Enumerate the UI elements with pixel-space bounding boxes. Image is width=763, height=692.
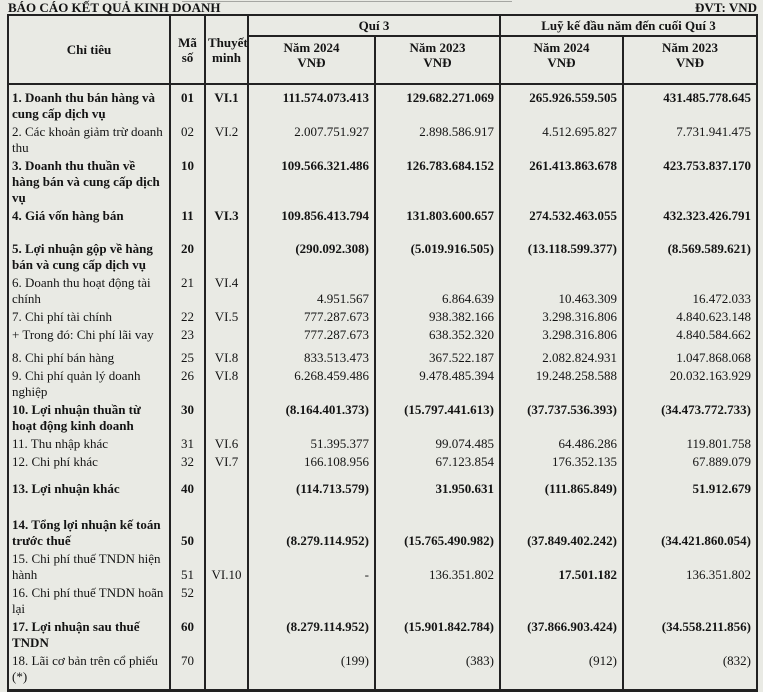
thuyet-minh-cell <box>205 652 248 691</box>
value-q3-2024: 109.566.321.486 <box>248 157 375 207</box>
value-lk-2023: 51.912.679 <box>623 471 757 516</box>
year-label: Năm 2023 <box>662 40 718 55</box>
value-q3-2024: 166.108.956 <box>248 453 375 471</box>
value-lk-2023: 7.731.941.475 <box>623 123 757 157</box>
value-q3-2023: 367.522.187 <box>375 344 500 367</box>
thuyet-minh-cell: VI.7 <box>205 453 248 471</box>
table-row <box>8 123 757 157</box>
unit-label: ĐVT: VND <box>695 0 757 15</box>
header-chi-tieu: Chỉ tiêu <box>8 15 170 84</box>
currency-label: VNĐ <box>547 55 576 70</box>
value-q3-2023: (383) <box>375 652 500 691</box>
row-label: 18. Lãi cơ bản trên cổ phiếu (*) <box>8 652 170 691</box>
value-q3-2024: (8.279.114.952) <box>248 516 375 550</box>
row-label: 3. Doanh thu thuần về hàng bán và cung cấp dịch vụ <box>8 157 170 207</box>
value-q3-2024: (199) <box>248 652 375 691</box>
table-row <box>8 274 757 308</box>
ma-so-cell: 32 <box>170 453 205 471</box>
value-q3-2023 <box>375 584 500 618</box>
header-q3-nam-2023 <box>375 36 500 84</box>
ma-so-cell: 50 <box>170 516 205 550</box>
ma-so-cell: 30 <box>170 401 205 435</box>
value-lk-2023: (34.558.211.856) <box>623 618 757 652</box>
table-row <box>8 618 757 652</box>
value-q3-2023: (15.901.842.784) <box>375 618 500 652</box>
value-lk-2024: 261.413.863.678 <box>500 157 623 207</box>
row-label: 14. Tổng lợi nhuận kế toán trước thuế <box>8 516 170 550</box>
ma-so-cell: 51 <box>170 550 205 584</box>
value-q3-2023: 31.950.631 <box>375 471 500 516</box>
value-q3-2024: 2.007.751.927 <box>248 123 375 157</box>
value-lk-2024: 19.248.258.588 <box>500 367 623 401</box>
value-q3-2023: 131.803.600.657 <box>375 207 500 240</box>
row-label: 6. Doanh thu hoạt động tài chính <box>8 274 170 308</box>
value-q3-2024: (114.713.579) <box>248 471 375 516</box>
page-title: BÁO CÁO KẾT QUẢ KINH DOANH <box>8 0 221 15</box>
header-lk-nam-2024 <box>500 36 623 84</box>
value-lk-2024: 4.512.695.827 <box>500 123 623 157</box>
ma-so-cell: 10 <box>170 157 205 207</box>
value-lk-2023: 1.047.868.068 <box>623 344 757 367</box>
value-q3-2023: 6.864.639 <box>375 274 500 308</box>
value-q3-2023: 2.898.586.917 <box>375 123 500 157</box>
thuyet-minh-cell: VI.10 <box>205 550 248 584</box>
income-statement-table <box>7 14 758 692</box>
value-q3-2023: 938.382.166 <box>375 308 500 326</box>
thuyet-minh-cell <box>205 326 248 344</box>
row-label: 1. Doanh thu bán hàng và cung cấp dịch vụ <box>8 84 170 123</box>
thuyet-minh-cell <box>205 157 248 207</box>
currency-label: VNĐ <box>423 55 452 70</box>
table-row <box>8 240 757 274</box>
row-label: 12. Chi phí khác <box>8 453 170 471</box>
value-lk-2023: 432.323.426.791 <box>623 207 757 240</box>
value-lk-2024: 64.486.286 <box>500 435 623 453</box>
header-thuyet-minh: Thuyết minh <box>205 15 248 84</box>
value-q3-2024: 777.287.673 <box>248 308 375 326</box>
table-row <box>8 584 757 618</box>
year-label: Năm 2024 <box>533 40 590 55</box>
value-q3-2024: 4.951.567 <box>248 274 375 308</box>
ma-so-cell: 23 <box>170 326 205 344</box>
row-label: 15. Chi phí thuế TNDN hiện hành <box>8 550 170 584</box>
value-lk-2024: 17.501.182 <box>500 550 623 584</box>
header-group-luy-ke: Luỹ kế đầu năm đến cuối Quí 3 <box>500 15 757 36</box>
table-row <box>8 453 757 471</box>
table-row <box>8 207 757 240</box>
value-lk-2023: 423.753.837.170 <box>623 157 757 207</box>
value-q3-2023: 99.074.485 <box>375 435 500 453</box>
ma-so-cell: 25 <box>170 344 205 367</box>
row-label: 2. Các khoản giảm trừ doanh thu <box>8 123 170 157</box>
value-q3-2023: 67.123.854 <box>375 453 500 471</box>
table-row <box>8 435 757 453</box>
value-lk-2023: (832) <box>623 652 757 691</box>
row-label: 16. Chi phí thuế TNDN hoãn lại <box>8 584 170 618</box>
value-q3-2024: (8.164.401.373) <box>248 401 375 435</box>
table-row <box>8 344 757 367</box>
ma-so-cell: 31 <box>170 435 205 453</box>
value-lk-2024: 3.298.316.806 <box>500 308 623 326</box>
thuyet-minh-cell: VI.5 <box>205 308 248 326</box>
value-q3-2024: 833.513.473 <box>248 344 375 367</box>
value-lk-2024: (37.866.903.424) <box>500 618 623 652</box>
table-row <box>8 516 757 550</box>
value-lk-2024: 3.298.316.806 <box>500 326 623 344</box>
ma-so-cell: 20 <box>170 240 205 274</box>
table-header <box>8 15 757 84</box>
value-lk-2023: 67.889.079 <box>623 453 757 471</box>
row-label: 9. Chi phí quản lý doanh nghiệp <box>8 367 170 401</box>
row-label: 11. Thu nhập khác <box>8 435 170 453</box>
value-lk-2024: 2.082.824.931 <box>500 344 623 367</box>
row-label: 17. Lợi nhuận sau thuế TNDN <box>8 618 170 652</box>
thuyet-minh-cell: VI.6 <box>205 435 248 453</box>
header-ma-so: Mã số <box>170 15 205 84</box>
thuyet-minh-cell: VI.2 <box>205 123 248 157</box>
value-lk-2024: (111.865.849) <box>500 471 623 516</box>
value-lk-2023: (34.421.860.054) <box>623 516 757 550</box>
value-lk-2024: 10.463.309 <box>500 274 623 308</box>
table-row <box>8 367 757 401</box>
year-label: Năm 2023 <box>409 40 466 55</box>
header-group-qui3: Quí 3 <box>248 15 500 36</box>
header-q3-nam-2024 <box>248 36 375 84</box>
value-lk-2024: (37.737.536.393) <box>500 401 623 435</box>
year-label: Năm 2024 <box>283 40 340 55</box>
table-row <box>8 326 757 344</box>
row-label: 7. Chi phí tài chính <box>8 308 170 326</box>
value-lk-2024: 274.532.463.055 <box>500 207 623 240</box>
ma-so-cell: 60 <box>170 618 205 652</box>
thuyet-minh-cell <box>205 471 248 516</box>
value-q3-2023: (15.765.490.982) <box>375 516 500 550</box>
thuyet-minh-cell <box>205 240 248 274</box>
value-q3-2023: (15.797.441.613) <box>375 401 500 435</box>
value-q3-2023: 136.351.802 <box>375 550 500 584</box>
value-q3-2024: 51.395.377 <box>248 435 375 453</box>
currency-label: VNĐ <box>297 55 326 70</box>
row-label: 13. Lợi nhuận khác <box>8 471 170 516</box>
value-q3-2024 <box>248 584 375 618</box>
ma-so-cell: 40 <box>170 471 205 516</box>
value-q3-2024: (290.092.308) <box>248 240 375 274</box>
value-q3-2024: (8.279.114.952) <box>248 618 375 652</box>
ma-so-cell: 52 <box>170 584 205 618</box>
thuyet-minh-cell <box>205 516 248 550</box>
table-row <box>8 84 757 123</box>
row-label: 8. Chi phí bán hàng <box>8 344 170 367</box>
table-row <box>8 471 757 516</box>
value-lk-2024: (912) <box>500 652 623 691</box>
row-label: 5. Lợi nhuận gộp về hàng bán và cung cấp dịch vụ <box>8 240 170 274</box>
value-lk-2023: 20.032.163.929 <box>623 367 757 401</box>
value-q3-2024: - <box>248 550 375 584</box>
value-lk-2023: 4.840.584.662 <box>623 326 757 344</box>
value-q3-2023: (5.019.916.505) <box>375 240 500 274</box>
table-row <box>8 652 757 691</box>
value-q3-2023: 126.783.684.152 <box>375 157 500 207</box>
table-row <box>8 550 757 584</box>
row-label: + Trong đó: Chi phí lãi vay <box>8 326 170 344</box>
value-lk-2023: 431.485.778.645 <box>623 84 757 123</box>
value-lk-2023: (8.569.589.621) <box>623 240 757 274</box>
value-lk-2024: 176.352.135 <box>500 453 623 471</box>
ma-so-cell: 70 <box>170 652 205 691</box>
value-lk-2024: (37.849.402.242) <box>500 516 623 550</box>
value-q3-2024: 109.856.413.794 <box>248 207 375 240</box>
thuyet-minh-cell: VI.3 <box>205 207 248 240</box>
row-label: 4. Giá vốn hàng bán <box>8 207 170 240</box>
value-lk-2023 <box>623 584 757 618</box>
value-lk-2023: 136.351.802 <box>623 550 757 584</box>
title-bar <box>0 0 763 14</box>
thuyet-minh-cell: VI.4 <box>205 274 248 308</box>
thuyet-minh-cell: VI.8 <box>205 367 248 401</box>
value-lk-2024: 265.926.559.505 <box>500 84 623 123</box>
value-q3-2023: 9.478.485.394 <box>375 367 500 401</box>
value-lk-2023: 119.801.758 <box>623 435 757 453</box>
ma-so-cell: 11 <box>170 207 205 240</box>
value-q3-2023: 129.682.271.069 <box>375 84 500 123</box>
value-lk-2024: (13.118.599.377) <box>500 240 623 274</box>
header-lk-nam-2023 <box>623 36 757 84</box>
value-lk-2023: 4.840.623.148 <box>623 308 757 326</box>
thuyet-minh-cell <box>205 584 248 618</box>
thuyet-minh-cell: VI.1 <box>205 84 248 123</box>
value-q3-2024: 6.268.459.486 <box>248 367 375 401</box>
value-q3-2024: 777.287.673 <box>248 326 375 344</box>
value-lk-2024 <box>500 584 623 618</box>
ma-so-cell: 01 <box>170 84 205 123</box>
thuyet-minh-cell <box>205 618 248 652</box>
ma-so-cell: 02 <box>170 123 205 157</box>
table-body <box>8 84 757 691</box>
ma-so-cell: 21 <box>170 274 205 308</box>
currency-label: VNĐ <box>675 55 705 70</box>
table-row <box>8 401 757 435</box>
value-lk-2023: (34.473.772.733) <box>623 401 757 435</box>
thuyet-minh-cell: VI.8 <box>205 344 248 367</box>
table-row <box>8 157 757 207</box>
value-lk-2023: 16.472.033 <box>623 274 757 308</box>
table-row <box>8 308 757 326</box>
row-label: 10. Lợi nhuận thuần từ hoạt động kinh doanh <box>8 401 170 435</box>
ma-so-cell: 22 <box>170 308 205 326</box>
ma-so-cell: 26 <box>170 367 205 401</box>
scan-edge-line <box>182 1 512 2</box>
thuyet-minh-cell <box>205 401 248 435</box>
value-q3-2024: 111.574.073.413 <box>248 84 375 123</box>
value-q3-2023: 638.352.320 <box>375 326 500 344</box>
